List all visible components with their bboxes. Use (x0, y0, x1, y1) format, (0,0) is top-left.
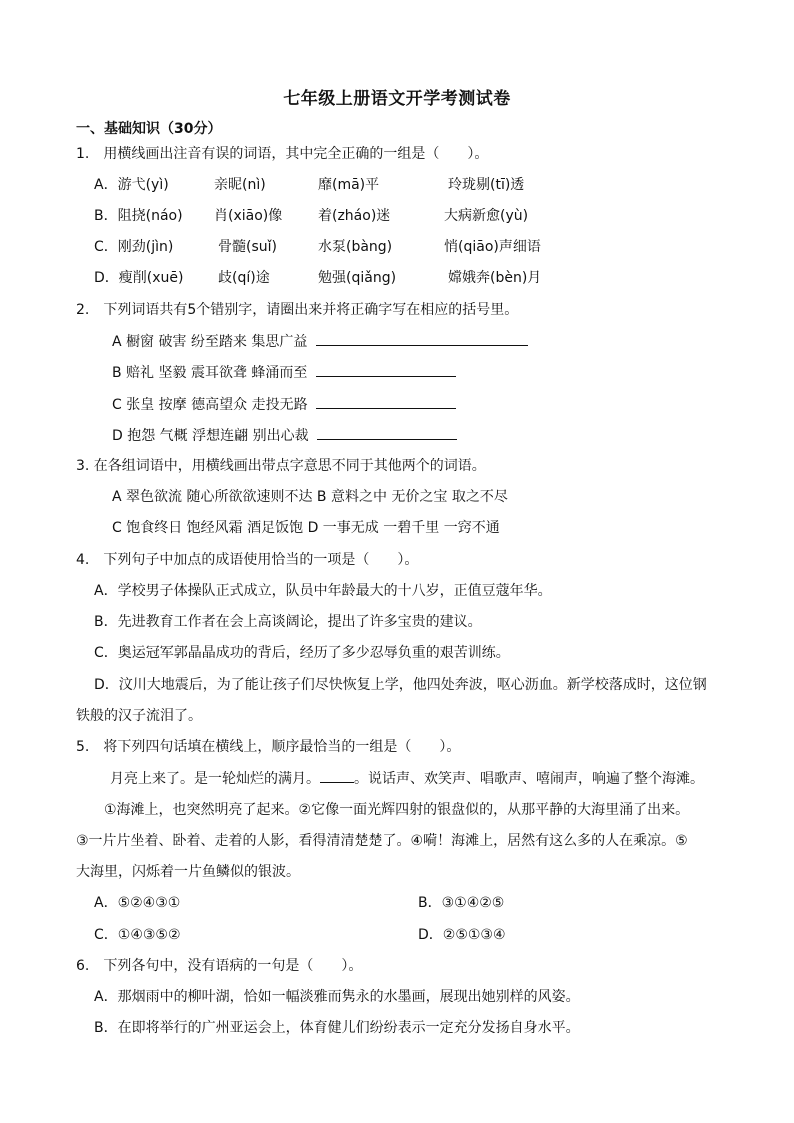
answer-blank[interactable] (316, 394, 456, 409)
page-title: 七年级上册语文开学考测试卷 (283, 89, 511, 109)
q6-option-b: B．在即将举行的广州亚运会上，体育健儿们纷纷表示一定充分发扬自身水平。 (94, 1020, 580, 1036)
q5-passage-text-a: 月亮上来了。是一轮灿烂的满月。 (110, 771, 320, 787)
question-3-stem: 3. 在各组词语中，用横线画出带点字意思不同于其他两个的词语。 (76, 458, 486, 474)
q2-option-c (112, 394, 456, 415)
q1-a-word-4: 玲珑剔(tī)透 (448, 177, 525, 193)
q3-row-1: A 翠色欲流 随心所欲欲速则不达 B 意料之中 无价之宝 取之不尽 (112, 489, 508, 505)
q1-c-word-2: 骨髓(suǐ) (218, 239, 277, 255)
answer-blank[interactable] (320, 768, 354, 783)
q1-option-b: B．阻挠(náo) (94, 208, 183, 224)
answer-blank[interactable] (316, 331, 528, 346)
q2-option-a (112, 331, 528, 352)
q1-d-word-4: 嫦娥奔(bèn)月 (448, 270, 542, 286)
q5-passage-line-2: ①海滩上，也突然明亮了起来。②它像一面光辉四射的银盘似的，从那平静的大海里涌了出来。 (104, 802, 690, 818)
q1-a-word-2: 亲昵(nì) (214, 177, 266, 193)
q5-option-b: B．③①④②⑤ (418, 895, 505, 911)
q1-a-word-3: 靡(mā)平 (318, 177, 380, 193)
q1-b-word-2: 肖(xiāo)像 (214, 208, 283, 224)
q1-c-word-4: 悄(qiāo)声细语 (444, 239, 541, 255)
q1-b-word-3: 着(zháo)迷 (318, 208, 391, 224)
q6-option-a: A．那烟雨中的柳叶湖，恰如一幅淡雅而隽永的水墨画，展现出她别样的风姿。 (94, 989, 580, 1005)
q4-option-c: C．奥运冠军郭晶晶成功的背后，经历了多少忍辱负重的艰苦训练。 (94, 645, 510, 661)
q5-option-a: A．⑤②④③① (94, 895, 181, 911)
q2-option-a-text: A 橱窗 破害 纷至踏来 集思广益 (112, 334, 308, 350)
question-4-stem: 4. 下列句子中加点的成语使用恰当的一项是（ ）。 (76, 552, 419, 568)
q3-row-2: C 饱食终日 饱经风霜 酒足饭饱 D 一事无成 一碧千里 一窍不通 (112, 520, 500, 536)
q2-option-b (112, 362, 456, 383)
q1-c-word-3: 水泵(bàng) (318, 239, 393, 255)
q4-option-d-continued: 铁般的汉子流泪了。 (76, 708, 202, 724)
q2-option-d-text: D 抱怨 气概 浮想连翩 别出心裁 (112, 428, 309, 444)
answer-blank[interactable] (316, 362, 456, 377)
question-1-stem: 1. 用横线画出注音有误的词语，其中完全正确的一组是（ ）。 (76, 146, 489, 162)
q5-option-d: D．②⑤①③④ (418, 927, 506, 943)
question-6-stem: 6. 下列各句中，没有语病的一句是（ ）。 (76, 958, 363, 974)
q1-b-word-4: 大病新愈(yù) (444, 208, 529, 224)
q4-option-b: B．先进教育工作者在会上高谈阔论，提出了许多宝贵的建议。 (94, 614, 482, 630)
question-2-stem: 2. 下列词语共有5个错别字，请圈出来并将正确字写在相应的括号里。 (76, 302, 519, 318)
q1-option-a: A．游弋(yì) (94, 177, 169, 193)
q5-passage-line-1 (110, 768, 704, 789)
q2-option-b-text: B 赔礼 坚毅 震耳欲聋 蜂涌而至 (112, 365, 308, 381)
section-heading: 一、基础知识（30分） (76, 121, 222, 137)
q5-passage-text-b: 。说话声、欢笑声、唱歌声、嘻闹声，响遍了整个海滩。 (354, 771, 704, 787)
q1-d-word-3: 勉强(qiǎng) (318, 270, 397, 286)
q5-passage-line-3: ③一片片坐着、卧着、走着的人影，看得清清楚楚了。④嗬！海滩上，居然有这么多的人在乘凉。⑤ (76, 833, 688, 849)
q5-passage-line-4: 大海里，闪烁着一片鱼鳞似的银波。 (76, 864, 300, 880)
q2-option-c-text: C 张皇 按摩 德高望众 走投无路 (112, 397, 308, 413)
q1-option-d: D．瘦削(xuē) (94, 270, 184, 286)
q5-option-c: C．①④③⑤② (94, 927, 181, 943)
q4-option-a: A．学校男子体操队正式成立，队员中年龄最大的十八岁，正值豆蔻年华。 (94, 583, 552, 599)
q4-option-d: D．汶川大地震后，为了能让孩子们尽快恢复上学，他四处奔波，呕心沥血。新学校落成时，这位钢 (94, 677, 707, 693)
q1-option-c: C．刚劲(jìn) (94, 239, 174, 255)
answer-blank[interactable] (317, 425, 457, 440)
question-5-stem: 5. 将下列四句话填在横线上，顺序最恰当的一组是（ ）。 (76, 739, 461, 755)
q2-option-d (112, 425, 457, 446)
q1-d-word-2: 歧(qí)途 (218, 270, 270, 286)
